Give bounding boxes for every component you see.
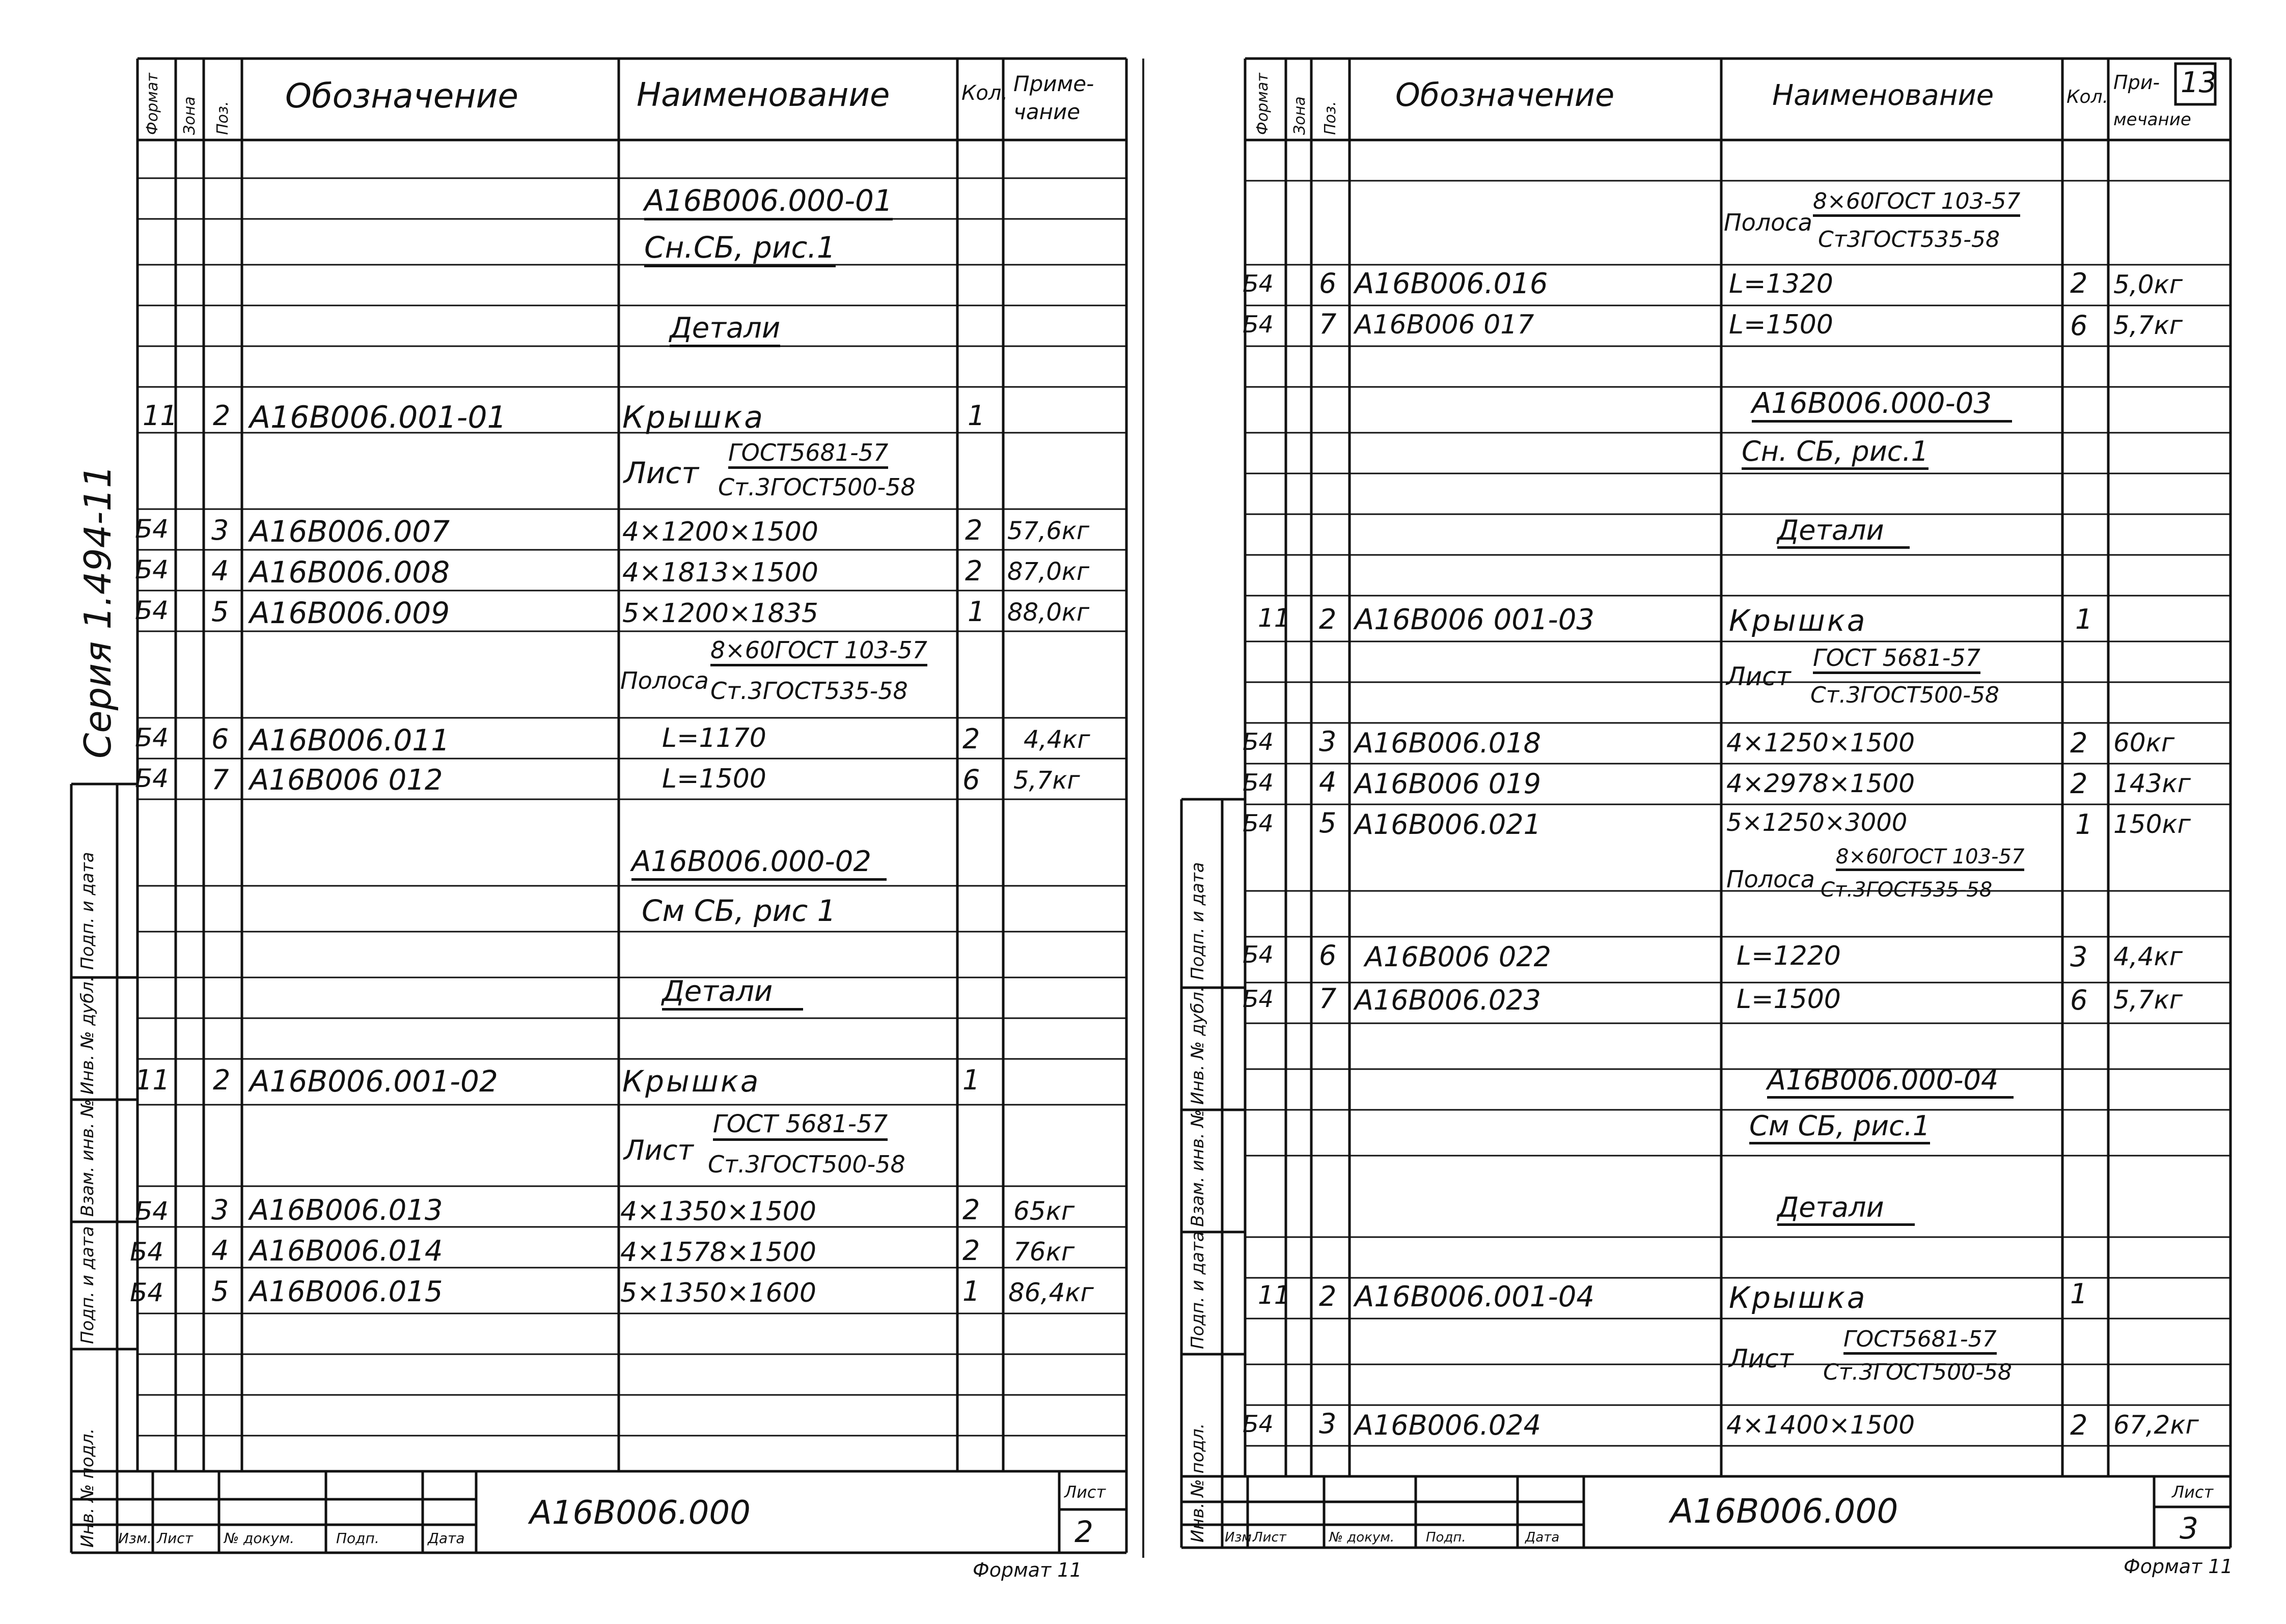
left-row-11-qty: 1 — [962, 1275, 980, 1307]
right-row-9-qty: 1 — [2070, 1278, 2088, 1310]
left-material-1-word: Лист — [624, 456, 699, 490]
left-row-4-des: А16В006.008 — [250, 555, 450, 590]
right-row-9-name: Крышка — [1729, 1280, 1867, 1315]
header-pos: Поз. — [214, 101, 232, 135]
right-page-corner-number: 13 — [2181, 66, 2217, 99]
left-row-5-name: 5×1200×1835 — [622, 598, 818, 629]
right-footer-podp: Подп. — [1426, 1530, 1466, 1545]
left-row-9-fmt: Б4 — [135, 1196, 169, 1226]
right-row-7-qty: 3 — [2070, 941, 2088, 973]
left-variant-01-code: А16В006.000-01 — [644, 183, 893, 220]
right-row-1-fmt: Б4 — [1243, 270, 1274, 297]
left-row-1-des: А16В006.001-01 — [250, 400, 507, 435]
right-row-6-note: 150кг — [2113, 809, 2191, 839]
right-footer-dokum: № докум. — [1329, 1530, 1395, 1545]
right-row-6-pos: 5 — [1319, 807, 1337, 839]
left-row-6-des: А16В006.011 — [250, 723, 450, 758]
header-note-1: Приме- — [1013, 71, 1094, 96]
right-section-detali-2: Детали — [1777, 1191, 1915, 1226]
right-row-1-note: 5,0кг — [2113, 270, 2183, 299]
left-row-3-name: 4×1200×1500 — [622, 517, 818, 547]
left-material-1-top: ГОСТ5681-57 — [728, 439, 888, 469]
right-material-4-top: ГОСТ5681-57 — [1843, 1326, 1997, 1355]
left-row-11-des: А16В006.015 — [250, 1275, 443, 1308]
left-row-8-qty: 1 — [962, 1064, 980, 1096]
right-row-7-name: L=1220 — [1737, 941, 1841, 971]
header-qty: Кол. — [961, 81, 1008, 105]
left-row-5-qty: 1 — [968, 596, 985, 628]
left-row-4-note: 87,0кг — [1007, 557, 1090, 586]
right-row-6-fmt: Б4 — [1243, 809, 1274, 837]
left-row-6-qty: 2 — [962, 723, 980, 755]
left-footer-dokum: № докум. — [224, 1530, 295, 1547]
right-material-1-bottom: Ст3ГОСТ535-58 — [1818, 227, 2000, 253]
right-row-10-note: 67,2кг — [2113, 1410, 2199, 1440]
right-row-5-pos: 4 — [1319, 766, 1337, 798]
left-row-7-fmt: Б4 — [135, 764, 169, 793]
right-sheet-number: 3 — [2180, 1511, 2198, 1546]
left-row-10-pos: 4 — [211, 1235, 229, 1267]
right-row-2-des: А16В006 017 — [1355, 310, 1534, 340]
right-row-4-fmt: Б4 — [1243, 728, 1274, 755]
header-format: Формат — [144, 73, 161, 135]
right-row-10-pos: 3 — [1319, 1408, 1337, 1440]
left-variant-01-ref: Сн.СБ, рис.1 — [644, 230, 836, 267]
left-row-4-qty: 2 — [965, 555, 983, 587]
right-row-4-name: 4×1250×1500 — [1726, 728, 1915, 758]
left-material-3-bottom: Ст.3ГОСТ500-58 — [708, 1151, 905, 1178]
right-row-10-des: А16В006.024 — [1355, 1409, 1541, 1441]
left-row-10-qty: 2 — [962, 1235, 980, 1267]
right-stamp-vzam-inv: Взам. инв. № — [1188, 1109, 1208, 1227]
left-footer-izm: Изм. — [118, 1530, 152, 1547]
left-row-10-name: 4×1578×1500 — [620, 1237, 816, 1268]
right-header-note-2: мечание — [2113, 109, 2191, 130]
right-row-8-des: А16В006.023 — [1355, 984, 1541, 1016]
right-format-label: Формат 11 — [2124, 1555, 2233, 1578]
left-row-4-pos: 4 — [211, 555, 229, 587]
right-variant-03-code: А16В006.000-03 — [1752, 387, 2012, 423]
left-row-9-note: 65кг — [1013, 1196, 1075, 1226]
right-sheet-code: А16В006.000 — [1670, 1492, 1898, 1531]
series-label: Серия 1.494-11 — [76, 465, 119, 759]
right-row-7-pos: 6 — [1319, 939, 1337, 971]
left-row-1-fmt: 11 — [143, 400, 178, 432]
right-header-zone: Зона — [1291, 96, 1309, 135]
left-row-9-qty: 2 — [962, 1194, 980, 1226]
left-row-6-note: 4,4кг — [1024, 725, 1090, 754]
right-row-6-des: А16В006.021 — [1355, 808, 1541, 841]
left-footer-list: Лист — [157, 1530, 193, 1547]
left-row-5-fmt: Б4 — [135, 596, 169, 625]
right-row-8-fmt: Б4 — [1243, 985, 1274, 1013]
right-row-10-fmt: Б4 — [1243, 1410, 1274, 1438]
right-header-format: Формат — [1254, 73, 1272, 135]
left-sheet-number: 2 — [1075, 1515, 1093, 1549]
left-row-5-note: 88,0кг — [1007, 598, 1090, 627]
header-name: Наименование — [637, 76, 890, 114]
right-row-3-qty: 1 — [2075, 603, 2093, 635]
left-variant-02-code: А16В006.000-02 — [631, 845, 887, 881]
left-row-3-note: 57,6кг — [1007, 517, 1090, 545]
right-row-4-pos: 3 — [1319, 725, 1337, 758]
stamp-vzam-inv: Взам. инв. № — [77, 1099, 98, 1217]
right-row-5-qty: 2 — [2070, 768, 2088, 800]
left-row-8-pos: 2 — [213, 1064, 231, 1096]
right-row-4-qty: 2 — [2070, 727, 2088, 759]
left-row-7-des: А16В006 012 — [250, 764, 443, 797]
right-row-8-pos: 7 — [1319, 983, 1337, 1015]
left-format-label: Формат 11 — [973, 1559, 1082, 1581]
right-variant-04-code: А16В006.000-04 — [1767, 1064, 2014, 1099]
right-row-6-qty: 1 — [2075, 808, 2093, 841]
right-row-10-name: 4×1400×1500 — [1726, 1410, 1915, 1440]
left-row-4-fmt: Б4 — [135, 555, 169, 584]
left-variant-02-ref: См СБ, рис 1 — [642, 893, 836, 928]
left-footer-podp: Подп. — [336, 1530, 379, 1547]
right-footer-list: Лист — [1253, 1530, 1286, 1545]
left-material-3-top: ГОСТ 5681-57 — [713, 1110, 888, 1141]
left-row-11-name: 5×1350×1600 — [620, 1278, 816, 1308]
left-sheet-label: Лист — [1064, 1482, 1106, 1502]
right-stamp-inv-podl: Инв. № подл. — [1188, 1423, 1208, 1543]
left-material-1-bottom: Ст.3ГОСТ500-58 — [718, 473, 916, 501]
left-row-1-qty: 1 — [968, 400, 985, 432]
right-header-qty: Кол. — [2067, 87, 2109, 107]
left-footer-data: Дата — [428, 1530, 465, 1547]
right-row-1-pos: 6 — [1319, 267, 1337, 299]
right-row-2-fmt: Б4 — [1243, 311, 1274, 338]
right-row-2-pos: 7 — [1319, 308, 1337, 340]
left-row-10-des: А16В006.014 — [250, 1235, 443, 1268]
right-row-7-note: 4,4кг — [2113, 942, 2183, 971]
left-row-7-qty: 6 — [962, 764, 980, 796]
left-material-3-word: Лист — [624, 1134, 694, 1166]
left-material-2-top: 8×60ГОСТ 103-57 — [710, 636, 927, 666]
left-row-1-name: Крышка — [622, 400, 765, 435]
right-stamp-podp-data-2: Подп. и дата — [1188, 1231, 1208, 1349]
right-stamp-inv-dubl: Инв. № дубл. — [1188, 986, 1208, 1105]
right-row-10-qty: 2 — [2070, 1409, 2088, 1441]
right-row-6-name: 5×1250×3000 — [1726, 808, 1908, 837]
left-section-detali-2: Детали — [662, 975, 803, 1011]
header-note-2: чание — [1013, 99, 1081, 124]
right-row-5-des: А16В006 019 — [1355, 768, 1541, 800]
left-row-11-fmt: Б4 — [130, 1278, 164, 1307]
header-designation: Обозначение — [285, 76, 518, 116]
right-row-1-qty: 2 — [2070, 267, 2088, 299]
right-row-9-des: А16В006.001-04 — [1355, 1280, 1595, 1313]
right-row-7-des: А16В006 022 — [1365, 941, 1552, 973]
left-row-9-des: А16В006.013 — [250, 1194, 443, 1227]
right-material-1-top: 8×60ГОСТ 103-57 — [1813, 188, 2020, 217]
right-stamp-podp-data-1: Подп. и дата — [1188, 862, 1208, 980]
left-row-9-name: 4×1350×1500 — [620, 1196, 816, 1227]
right-material-1-word: Полоса — [1724, 209, 1812, 236]
right-material-3-word: Полоса — [1726, 865, 1815, 893]
left-row-10-note: 76кг — [1013, 1237, 1075, 1267]
left-row-9-pos: 3 — [211, 1194, 229, 1226]
right-row-2-name: L=1500 — [1729, 310, 1833, 340]
right-row-2-note: 5,7кг — [2113, 311, 2183, 340]
left-section-detali-1: Детали — [670, 312, 780, 347]
stamp-inv-dubl: Инв. № дубл. — [77, 976, 98, 1095]
left-row-5-pos: 5 — [211, 596, 229, 628]
right-row-5-note: 143кг — [2113, 769, 2191, 798]
right-row-3-pos: 2 — [1319, 603, 1337, 635]
left-row-11-pos: 5 — [211, 1275, 229, 1307]
right-row-8-qty: 6 — [2070, 984, 2088, 1016]
right-row-1-des: А16В006.016 — [1355, 267, 1548, 300]
left-row-8-fmt: 11 — [135, 1064, 170, 1096]
left-row-6-pos: 6 — [211, 723, 229, 755]
right-row-3-des: А16В006 001-03 — [1355, 603, 1595, 636]
right-footer-data: Дата — [1525, 1530, 1560, 1545]
right-header-name: Наименование — [1772, 79, 1994, 112]
stamp-podp-data-2: Подп. и дата — [77, 1226, 98, 1344]
left-material-2-bottom: Ст.3ГОСТ535-58 — [710, 677, 908, 705]
right-row-2-qty: 6 — [2070, 310, 2088, 342]
right-row-4-des: А16В006.018 — [1355, 727, 1541, 759]
right-row-8-name: L=1500 — [1737, 984, 1841, 1015]
right-material-3-top: 8×60ГОСТ 103-57 — [1836, 845, 2024, 871]
left-material-2-word: Полоса — [620, 667, 709, 694]
right-variant-03-ref: Сн. СБ, рис.1 — [1742, 435, 1929, 470]
right-row-9-fmt: 11 — [1258, 1280, 1290, 1310]
left-row-1-pos: 2 — [213, 400, 231, 432]
left-row-6-fmt: Б4 — [135, 723, 169, 752]
right-row-3-fmt: 11 — [1258, 603, 1290, 633]
right-header-pos: Поз. — [1321, 101, 1339, 135]
right-row-4-note: 60кг — [2113, 728, 2175, 758]
left-row-7-pos: 7 — [211, 764, 229, 796]
left-row-6-name: L=1170 — [662, 723, 766, 753]
right-material-3-bottom: Ст.3ГОСТ535-58 — [1821, 878, 1993, 902]
left-row-3-qty: 2 — [965, 514, 983, 546]
right-row-3-name: Крышка — [1729, 603, 1867, 638]
right-sheet-label: Лист — [2172, 1482, 2214, 1502]
right-row-5-fmt: Б4 — [1243, 769, 1274, 796]
stamp-inv-podl: Инв. № подл. — [77, 1428, 98, 1548]
left-row-7-note: 5,7кг — [1013, 766, 1080, 795]
right-material-2-bottom: Ст.3ГОСТ500-58 — [1810, 682, 1999, 708]
left-row-11-note: 86,4кг — [1008, 1278, 1094, 1307]
right-row-8-note: 5,7кг — [2113, 985, 2183, 1015]
right-material-4-word: Лист — [1729, 1344, 1794, 1374]
left-row-8-name: Крышка — [622, 1064, 761, 1099]
left-row-7-name: L=1500 — [662, 764, 766, 794]
left-row-3-pos: 3 — [211, 514, 229, 546]
right-variant-04-ref: См СБ, рис.1 — [1749, 1110, 1930, 1144]
stamp-podp-data-1: Подп. и дата — [77, 852, 98, 970]
right-material-2-top: ГОСТ 5681-57 — [1813, 644, 1980, 674]
right-header-designation: Обозначение — [1395, 76, 1615, 114]
right-footer-izm: Изм. — [1225, 1530, 1256, 1545]
right-row-5-name: 4×2978×1500 — [1726, 769, 1915, 798]
left-row-10-fmt: Б4 — [130, 1237, 164, 1267]
left-row-3-des: А16В006.007 — [250, 514, 450, 549]
left-sheet-code: А16В006.000 — [530, 1494, 751, 1532]
right-row-9-pos: 2 — [1319, 1280, 1337, 1312]
right-header-note-1: При- — [2113, 71, 2160, 94]
right-row-1-name: L=1320 — [1729, 269, 1833, 299]
header-zone: Зона — [181, 96, 199, 135]
right-section-detali-1: Детали — [1777, 514, 1910, 549]
left-row-8-des: А16В006.001-02 — [250, 1064, 498, 1099]
left-row-3-fmt: Б4 — [135, 514, 169, 544]
left-row-4-name: 4×1813×1500 — [622, 557, 818, 588]
right-row-7-fmt: Б4 — [1243, 941, 1274, 968]
left-row-5-des: А16В006.009 — [250, 596, 450, 630]
right-material-4-bottom: Ст.3ГОСТ500-58 — [1823, 1359, 2012, 1385]
right-material-2-word: Лист — [1726, 662, 1791, 691]
